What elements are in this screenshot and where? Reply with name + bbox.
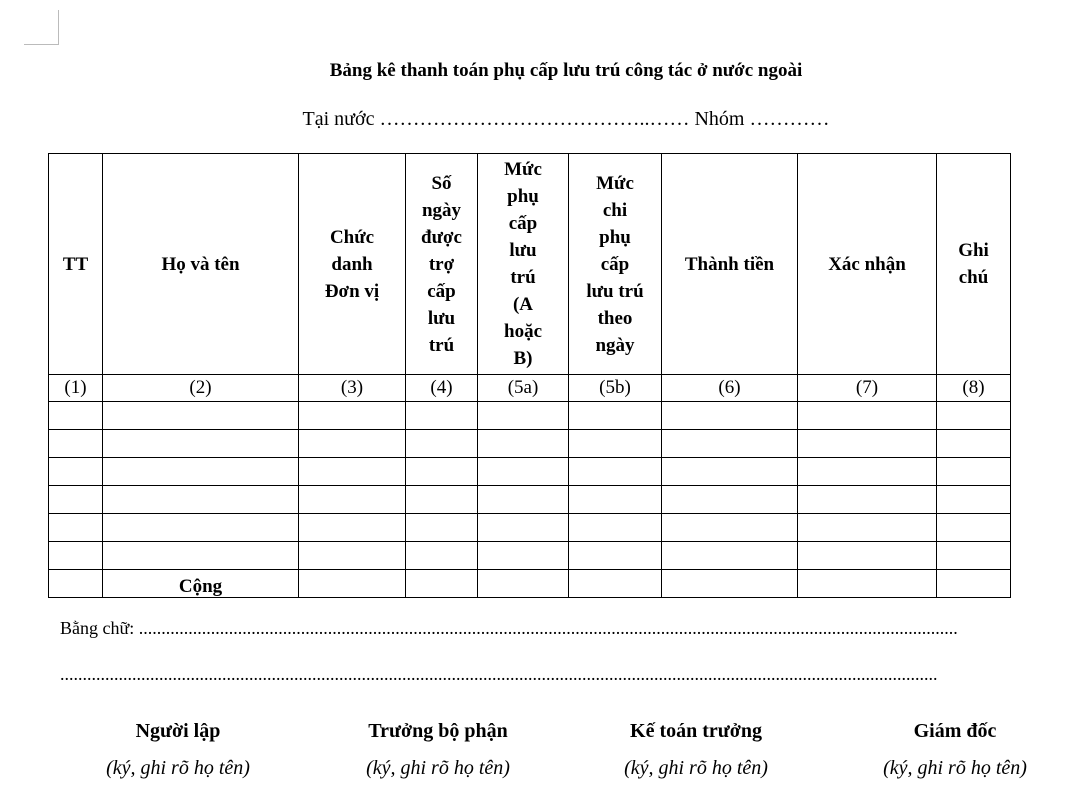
cell xyxy=(49,514,103,542)
cell xyxy=(569,514,662,542)
cell xyxy=(299,514,406,542)
header-row xyxy=(49,154,1011,375)
header-cell: Thành tiền xyxy=(662,154,798,375)
table-row xyxy=(49,486,1011,514)
signature-block-chief-accountant xyxy=(576,720,816,780)
number-cell: (3) xyxy=(299,375,406,402)
header-cell: Mức chi phụ cấp lưu trú theo ngày xyxy=(569,154,662,375)
cell xyxy=(798,402,937,430)
cell xyxy=(798,542,937,570)
header-cell: Chức danh Đơn vị xyxy=(299,154,406,375)
signature-title: Giám đốc xyxy=(913,720,997,742)
table-row xyxy=(49,402,1011,430)
cell xyxy=(299,570,406,598)
cell xyxy=(49,430,103,458)
cell xyxy=(569,458,662,486)
cell xyxy=(103,486,299,514)
cell xyxy=(937,458,1011,486)
total-row xyxy=(49,570,1011,598)
cell xyxy=(299,458,406,486)
cell xyxy=(798,458,937,486)
cell xyxy=(478,430,569,458)
cell xyxy=(662,430,798,458)
cell xyxy=(662,570,798,598)
table-row xyxy=(49,458,1011,486)
cell xyxy=(103,402,299,430)
cell xyxy=(937,402,1011,430)
cell xyxy=(103,458,299,486)
cell xyxy=(937,570,1011,598)
header-cell: Họ và tên xyxy=(103,154,299,375)
table-row xyxy=(49,430,1011,458)
signature-note: (ký, ghi rõ họ tên) xyxy=(366,757,510,779)
cell xyxy=(103,542,299,570)
number-cell: (8) xyxy=(937,375,1011,402)
cell xyxy=(406,486,478,514)
cell xyxy=(662,542,798,570)
cell xyxy=(798,570,937,598)
signature-note: (ký, ghi rõ họ tên) xyxy=(106,757,250,779)
cell xyxy=(569,430,662,458)
cell xyxy=(406,402,478,430)
signature-block-department-head xyxy=(318,720,558,780)
cell xyxy=(299,402,406,430)
number-cell: (5a) xyxy=(478,375,569,402)
cell xyxy=(406,430,478,458)
cell xyxy=(49,570,103,598)
header-cell: Xác nhận xyxy=(798,154,937,375)
table-row xyxy=(49,542,1011,570)
table-row xyxy=(49,514,1011,542)
cell xyxy=(478,486,569,514)
cell xyxy=(569,486,662,514)
in-words-continuation-line: ................................................................................................................................................................................................... xyxy=(60,664,938,684)
cell xyxy=(569,570,662,598)
total-label: Cộng xyxy=(103,570,299,598)
number-cell: (2) xyxy=(103,375,299,402)
signature-note: (ký, ghi rõ họ tên) xyxy=(624,757,768,779)
cell xyxy=(406,542,478,570)
cell xyxy=(103,514,299,542)
cell xyxy=(662,402,798,430)
signature-title: Người lập xyxy=(135,720,221,742)
cell xyxy=(406,570,478,598)
in-words-label: Bằng chữ: xyxy=(60,618,135,638)
column-number-row xyxy=(49,375,1011,402)
cell xyxy=(937,514,1011,542)
cell xyxy=(798,430,937,458)
cell xyxy=(406,514,478,542)
signature-title: Trưởng bộ phận xyxy=(368,720,508,742)
cell xyxy=(662,486,798,514)
cell xyxy=(478,458,569,486)
signature-title: Kế toán trưởng xyxy=(630,720,762,742)
number-cell: (1) xyxy=(49,375,103,402)
cell xyxy=(478,542,569,570)
cell xyxy=(478,570,569,598)
allowance-table xyxy=(48,153,1011,598)
cell xyxy=(937,542,1011,570)
number-cell: (7) xyxy=(798,375,937,402)
cell xyxy=(49,542,103,570)
number-cell: (4) xyxy=(406,375,478,402)
country-group-line: Tại nước …………………………………..…… Nhóm ………… xyxy=(302,108,830,130)
cell xyxy=(299,430,406,458)
header-cell: Ghi chú xyxy=(937,154,1011,375)
signature-block-director xyxy=(835,720,1072,780)
signature-note: (ký, ghi rõ họ tên) xyxy=(883,757,1027,779)
number-cell: (6) xyxy=(662,375,798,402)
cell xyxy=(49,402,103,430)
cell xyxy=(478,402,569,430)
cell xyxy=(103,430,299,458)
cell xyxy=(937,430,1011,458)
cell xyxy=(49,458,103,486)
number-cell: (5b) xyxy=(569,375,662,402)
cell xyxy=(299,542,406,570)
cell xyxy=(662,514,798,542)
cell xyxy=(798,486,937,514)
page-corner-mark xyxy=(24,10,59,45)
cell xyxy=(569,402,662,430)
header-cell: Số ngày được trợ cấp lưu trú xyxy=(406,154,478,375)
cell xyxy=(662,458,798,486)
cell xyxy=(569,542,662,570)
header-cell: Mức phụ cấp lưu trú (A hoặc B) xyxy=(478,154,569,375)
document-title: Bảng kê thanh toán phụ cấp lưu trú công tác ở nước ngoài xyxy=(329,60,803,81)
signature-block-preparer xyxy=(58,720,298,780)
cell xyxy=(299,486,406,514)
cell xyxy=(798,514,937,542)
cell xyxy=(937,486,1011,514)
cell xyxy=(49,486,103,514)
in-words-line: Bằng chữ: ...................................................................................................................................................................................... xyxy=(60,618,958,638)
header-cell: TT xyxy=(49,154,103,375)
cell xyxy=(478,514,569,542)
cell xyxy=(406,458,478,486)
